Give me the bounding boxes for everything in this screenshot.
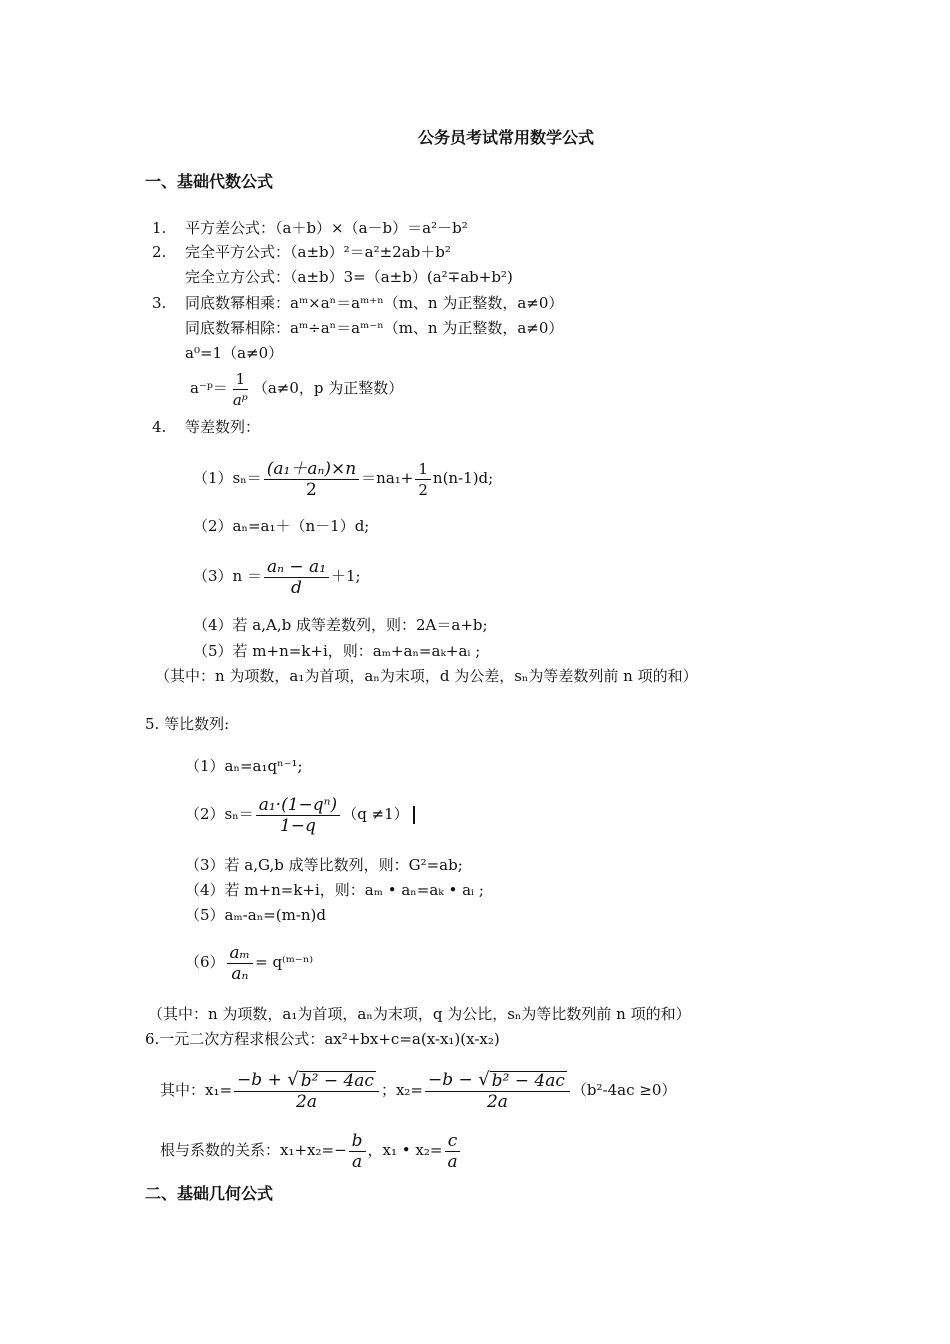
sqrt-discriminant <box>287 1071 376 1090</box>
geo-index-property: （4）若 m+n=k+i，则：aₘ • aₙ=aₖ • aᵢ ; <box>185 881 484 899</box>
discriminant: b² − 4ac <box>491 1071 565 1091</box>
root2-lhs: ；x₂= <box>380 1081 423 1099</box>
fraction-numerator: aₘ <box>227 944 254 964</box>
fraction-denominator: d <box>291 577 302 598</box>
root1-fraction <box>234 1071 379 1111</box>
fraction-denominator: 2 <box>306 479 317 500</box>
arith-index-property: （5）若 m+n=k+i，则：aₘ+aₙ=aₖ+aᵢ ; <box>193 642 481 660</box>
root2-fraction <box>425 1071 570 1111</box>
negative-power-condition: （a≠0，p 为正整数） <box>252 379 404 397</box>
item-number-4: 4. <box>152 418 167 436</box>
fraction-denominator: 1−q <box>279 815 316 836</box>
geo-nth-term: （1）aₙ=a₁qⁿ⁻¹; <box>185 757 303 775</box>
discriminant: b² − 4ac <box>300 1071 374 1091</box>
item-number-3: 3. <box>152 294 167 312</box>
negative-power-lhs: a⁻ᵖ＝ <box>190 379 228 397</box>
power-multiply: 同底数幂相乘：aᵐ×aⁿ＝aᵐ⁺ⁿ（m、n 为正整数，a≠0） <box>185 294 564 312</box>
fraction-denominator: 2 <box>418 480 428 499</box>
section-heading-algebra: 一、基础代数公式 <box>145 172 274 191</box>
arith-nth-term: （2）aₙ=a₁＋（n－1）d; <box>193 517 370 535</box>
perfect-cube: 完全立方公式：（a±b）3=（a±b）(a²∓ab+b²) <box>185 268 513 286</box>
geo-sum-formula <box>185 792 415 836</box>
root2-neg-b: −b − <box>428 1070 473 1090</box>
arith-count-fraction <box>264 558 329 597</box>
arith-count-post: ＋1; <box>331 567 361 585</box>
fraction-denominator: a <box>352 1151 363 1172</box>
fraction-numerator: (a₁＋aₙ)×n <box>264 460 359 480</box>
perfect-square: 完全平方公式：（a±b）²＝a²±2ab＋b² <box>185 243 451 261</box>
geo-sum-condition: （q ≠1） <box>342 805 409 823</box>
geometric-heading: 5. 等比数列: <box>145 715 230 733</box>
fraction-denominator: a <box>447 1151 458 1172</box>
radical-sign-icon: √ <box>287 1069 299 1090</box>
discriminant-condition: （b²-4ac ≥0） <box>571 1081 677 1099</box>
power-divide: 同底数幂相除：aᵐ÷aⁿ＝aᵐ⁻ⁿ（m、n 为正整数，a≠0） <box>185 319 564 337</box>
fraction-numerator: c <box>445 1132 461 1152</box>
vieta-product-lhs: ，x₁ • x₂= <box>367 1141 443 1159</box>
radical-sign-icon: √ <box>478 1069 490 1090</box>
geo-ratio-formula <box>185 940 313 984</box>
zero-power: a⁰=1（a≠0） <box>185 344 284 362</box>
fraction-numerator <box>425 1071 570 1092</box>
geo-note: （其中：n 为项数，a₁为首项，aₙ为末项，q 为公比，sₙ为等比数列前 n 项的和） <box>148 1005 691 1023</box>
arithmetic-heading: 等差数列： <box>185 418 261 436</box>
fraction-denominator: 2a <box>296 1092 317 1112</box>
geo-difference: （5）aₘ-aₙ=(m-n)d <box>185 906 327 924</box>
quadratic-roots <box>160 1066 676 1114</box>
fraction-denominator: aᵖ <box>232 390 248 409</box>
fraction-numerator <box>234 1071 379 1092</box>
quadratic-heading: 6.一元二次方程求根公式：ax²+bx+c=a(x-x₁)(x-x₂) <box>145 1030 500 1048</box>
arith-sum-fraction <box>264 460 359 499</box>
fraction-numerator: 1 <box>233 370 249 390</box>
fraction-numerator: b <box>349 1132 366 1152</box>
fraction-denominator: 2a <box>486 1092 508 1112</box>
root1-lhs: 其中：x₁= <box>160 1081 233 1099</box>
root1-neg-b: −b + <box>237 1070 282 1090</box>
arith-sum-post: n(n-1)d; <box>432 469 494 487</box>
geo-sum-fraction <box>256 796 340 835</box>
geo-mean: （3）若 a,G,b 成等比数列，则：G²=ab; <box>185 856 463 874</box>
fraction-numerator: a₁·(1−qⁿ) <box>256 796 340 816</box>
page-title: 公务员考试常用数学公式 <box>418 128 595 147</box>
section-heading-geometry: 二、基础几何公式 <box>145 1184 274 1203</box>
geo-ratio-fraction <box>227 944 254 983</box>
vieta-relations <box>160 1128 463 1172</box>
item-number-1: 1. <box>152 219 167 237</box>
vieta-sum-lhs: 根与系数的关系：x₁+x₂=− <box>160 1141 347 1159</box>
fraction-numerator: 1 <box>415 460 431 480</box>
arith-sum-mid: ＝na₁+ <box>361 469 414 487</box>
vieta-product-fraction <box>444 1132 460 1171</box>
text-cursor <box>413 806 415 824</box>
arith-count-formula <box>193 554 361 598</box>
geo-sum-lhs: （2）sₙ＝ <box>185 805 254 823</box>
vieta-sum-fraction <box>349 1132 366 1171</box>
arith-mean: （4）若 a,A,b 成等差数列，则：2A＝a+b; <box>193 616 488 634</box>
difference-of-squares: 平方差公式：（a＋b）×（a－b）＝a²－b² <box>185 219 468 237</box>
half-fraction <box>415 460 431 499</box>
arith-sum-lhs: （1）sₙ＝ <box>193 469 262 487</box>
arith-sum-formula <box>193 456 493 500</box>
arith-count-lhs: （3）n ＝ <box>193 567 262 585</box>
arith-note: （其中：n 为项数，a₁为首项，aₙ为末项，d 为公差，sₙ为等差数列前 n 项的和） <box>155 667 698 685</box>
negative-power-fraction <box>230 370 251 409</box>
fraction-numerator: aₙ − a₁ <box>264 558 329 578</box>
item-number-2: 2. <box>152 243 167 261</box>
negative-power <box>190 366 403 410</box>
sqrt-discriminant <box>478 1071 567 1090</box>
geo-ratio-lhs: （6） <box>185 953 225 971</box>
geo-ratio-rhs: = q⁽ᵐ⁻ⁿ⁾ <box>255 953 314 971</box>
fraction-denominator: aₙ <box>231 963 249 984</box>
